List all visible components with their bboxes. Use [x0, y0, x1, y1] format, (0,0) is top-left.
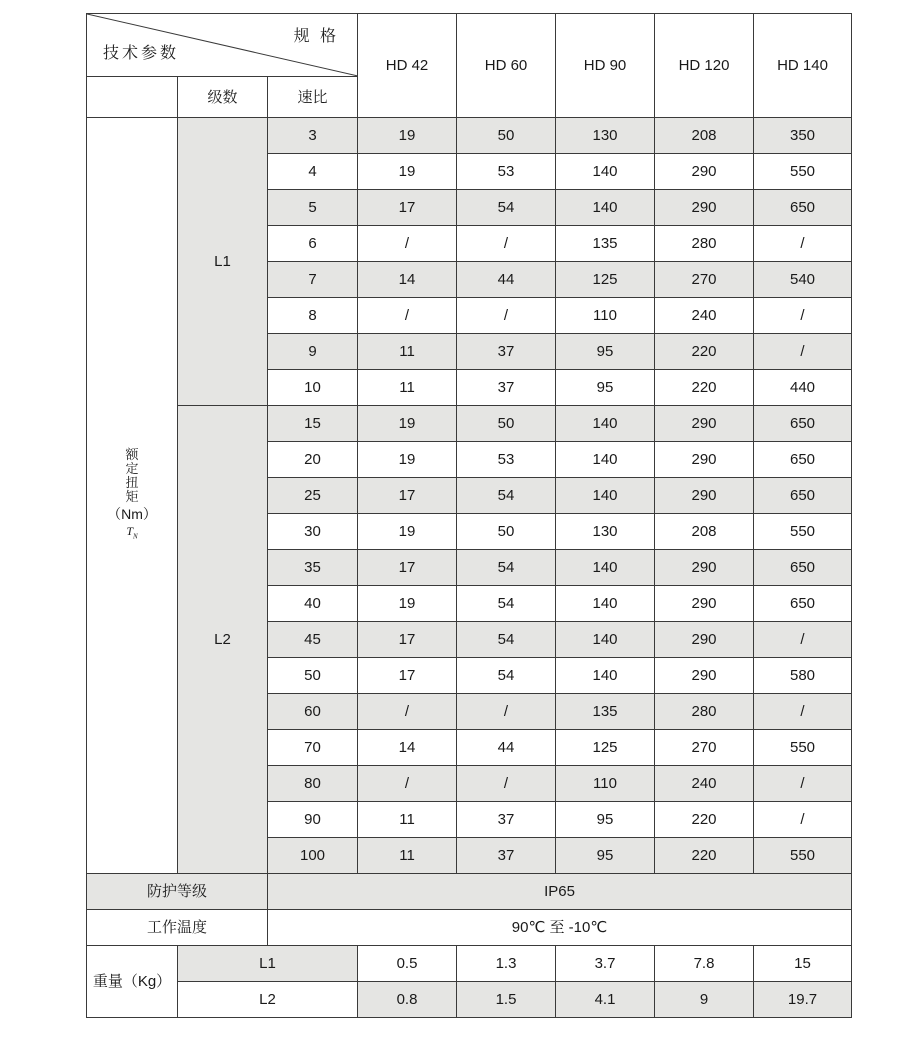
spec-label: 规 格	[293, 28, 340, 45]
torque-value-cell: 290	[655, 154, 754, 190]
torque-value-cell: 130	[556, 118, 655, 154]
torque-value-cell: 19	[358, 442, 457, 478]
torque-value-cell: 37	[457, 838, 556, 874]
torque-value-cell: 550	[754, 730, 852, 766]
torque-value-cell: 550	[754, 514, 852, 550]
torque-value-cell: 44	[457, 262, 556, 298]
torque-value-cell: 240	[655, 766, 754, 802]
torque-value-cell: 95	[556, 838, 655, 874]
torque-value-cell: 650	[754, 550, 852, 586]
empty-header-cell	[87, 77, 178, 118]
torque-value-cell: 95	[556, 802, 655, 838]
torque-value-cell: /	[754, 694, 852, 730]
model-header: HD 140	[754, 14, 852, 118]
weight-value-cell: 3.7	[556, 946, 655, 982]
ratio-cell: 70	[268, 730, 358, 766]
torque-value-cell: 290	[655, 550, 754, 586]
torque-value-cell: /	[754, 802, 852, 838]
torque-label-char: 矩	[125, 488, 139, 504]
ratio-cell: 9	[268, 334, 358, 370]
ratio-cell: 10	[268, 370, 358, 406]
ratio-cell: 7	[268, 262, 358, 298]
torque-value-cell: 17	[358, 622, 457, 658]
table-row	[87, 118, 852, 154]
torque-value-cell: 19	[358, 406, 457, 442]
ratio-cell: 5	[268, 190, 358, 226]
torque-value-cell: 650	[754, 442, 852, 478]
torque-value-cell: 650	[754, 478, 852, 514]
header-corner-cell	[87, 14, 358, 77]
model-header: HD 42	[358, 14, 457, 118]
torque-value-cell: 140	[556, 550, 655, 586]
torque-value-cell: 290	[655, 406, 754, 442]
torque-value-cell: 290	[655, 586, 754, 622]
torque-value-cell: 220	[655, 334, 754, 370]
torque-value-cell: /	[457, 298, 556, 334]
torque-value-cell: /	[754, 622, 852, 658]
torque-value-cell: 270	[655, 730, 754, 766]
torque-label-char: 扭	[125, 474, 139, 490]
torque-value-cell: 37	[457, 334, 556, 370]
ratio-cell: 3	[268, 118, 358, 154]
stage-column-header: 级数	[178, 77, 268, 118]
temperature-label: 工作温度	[87, 910, 268, 946]
weight-value-cell: 7.8	[655, 946, 754, 982]
torque-symbol	[87, 524, 177, 543]
torque-value-cell: 135	[556, 694, 655, 730]
torque-value-cell: 11	[358, 334, 457, 370]
torque-value-cell: 140	[556, 442, 655, 478]
torque-value-cell: 14	[358, 262, 457, 298]
torque-value-cell: /	[358, 298, 457, 334]
torque-value-cell: 11	[358, 370, 457, 406]
torque-value-cell: 550	[754, 838, 852, 874]
torque-symbol-sub: N	[133, 532, 138, 541]
torque-value-cell: /	[754, 766, 852, 802]
ratio-cell: 35	[268, 550, 358, 586]
torque-value-cell: 290	[655, 478, 754, 514]
weight-value-cell: 0.8	[358, 982, 457, 1018]
torque-value-cell: /	[754, 334, 852, 370]
torque-value-cell: 350	[754, 118, 852, 154]
torque-value-cell: 11	[358, 802, 457, 838]
ratio-cell: 45	[268, 622, 358, 658]
weight-value-cell: 1.3	[457, 946, 556, 982]
torque-value-cell: 37	[457, 802, 556, 838]
torque-value-cell: 19	[358, 586, 457, 622]
torque-value-cell: 650	[754, 406, 852, 442]
torque-symbol-base: T	[126, 523, 133, 538]
torque-value-cell: 240	[655, 298, 754, 334]
torque-value-cell: 140	[556, 406, 655, 442]
torque-value-cell: 220	[655, 838, 754, 874]
ratio-cell: 15	[268, 406, 358, 442]
torque-value-cell: 19	[358, 154, 457, 190]
torque-value-cell: /	[358, 766, 457, 802]
torque-value-cell: 14	[358, 730, 457, 766]
torque-value-cell: 280	[655, 694, 754, 730]
torque-label-char: 定	[125, 460, 139, 476]
ratio-cell: 8	[268, 298, 358, 334]
torque-value-cell: 135	[556, 226, 655, 262]
protection-row	[87, 874, 852, 910]
temperature-value: 90℃ 至 -10℃	[268, 910, 852, 946]
torque-value-cell: 580	[754, 658, 852, 694]
ratio-cell: 50	[268, 658, 358, 694]
ratio-cell: 40	[268, 586, 358, 622]
weight-value-cell: 4.1	[556, 982, 655, 1018]
torque-value-cell: /	[457, 226, 556, 262]
protection-value: IP65	[268, 874, 852, 910]
torque-value-cell: 19	[358, 514, 457, 550]
weight-value-cell: 0.5	[358, 946, 457, 982]
weight-value-cell: 19.7	[754, 982, 852, 1018]
torque-value-cell: 110	[556, 766, 655, 802]
torque-value-cell: 130	[556, 514, 655, 550]
torque-value-cell: 280	[655, 226, 754, 262]
torque-value-cell: 140	[556, 478, 655, 514]
torque-value-cell: 17	[358, 658, 457, 694]
torque-value-cell: /	[358, 226, 457, 262]
model-header: HD 90	[556, 14, 655, 118]
torque-value-cell: 17	[358, 550, 457, 586]
ratio-cell: 90	[268, 802, 358, 838]
torque-value-cell: 270	[655, 262, 754, 298]
rated-torque-label	[87, 118, 178, 874]
torque-value-cell: 140	[556, 154, 655, 190]
torque-value-cell: 95	[556, 334, 655, 370]
torque-unit: （Nm）	[107, 505, 157, 522]
torque-value-cell: 550	[754, 154, 852, 190]
weight-stage-cell: L2	[178, 982, 358, 1018]
torque-value-cell: 290	[655, 190, 754, 226]
torque-value-cell: /	[457, 694, 556, 730]
torque-value-cell: 290	[655, 442, 754, 478]
torque-value-cell: 125	[556, 262, 655, 298]
torque-value-cell: 140	[556, 622, 655, 658]
torque-value-cell: /	[457, 766, 556, 802]
torque-value-cell: 37	[457, 370, 556, 406]
torque-value-cell: 110	[556, 298, 655, 334]
torque-value-cell: 17	[358, 478, 457, 514]
torque-value-cell: /	[358, 694, 457, 730]
rated-torque-label-text	[87, 448, 177, 543]
torque-value-cell: 44	[457, 730, 556, 766]
torque-value-cell: 54	[457, 586, 556, 622]
spec-table	[86, 13, 852, 1018]
torque-value-cell: 54	[457, 190, 556, 226]
torque-value-cell: 140	[556, 190, 655, 226]
weight-label: 重量（Kg）	[87, 946, 178, 1018]
torque-value-cell: 650	[754, 190, 852, 226]
torque-value-cell: /	[754, 226, 852, 262]
torque-value-cell: 650	[754, 586, 852, 622]
torque-value-cell: 50	[457, 406, 556, 442]
stage-cell: L1	[178, 118, 268, 406]
torque-label-char: 额	[125, 446, 139, 462]
ratio-cell: 20	[268, 442, 358, 478]
torque-value-cell: 11	[358, 838, 457, 874]
torque-value-cell: 53	[457, 154, 556, 190]
ratio-cell: 4	[268, 154, 358, 190]
torque-value-cell: 290	[655, 622, 754, 658]
torque-value-cell: 140	[556, 658, 655, 694]
torque-value-cell: 95	[556, 370, 655, 406]
torque-value-cell: 125	[556, 730, 655, 766]
torque-value-cell: 540	[754, 262, 852, 298]
ratio-cell: 25	[268, 478, 358, 514]
stage-cell: L2	[178, 406, 268, 874]
torque-value-cell: 140	[556, 586, 655, 622]
torque-value-cell: 208	[655, 118, 754, 154]
ratio-column-header: 速比	[268, 77, 358, 118]
torque-value-cell: 53	[457, 442, 556, 478]
param-label: 技术参数	[103, 45, 180, 62]
torque-value-cell: /	[754, 298, 852, 334]
model-header: HD 60	[457, 14, 556, 118]
model-header: HD 120	[655, 14, 754, 118]
weight-row	[87, 946, 852, 982]
torque-value-cell: 220	[655, 802, 754, 838]
torque-value-cell: 290	[655, 658, 754, 694]
torque-value-cell: 54	[457, 478, 556, 514]
torque-value-cell: 220	[655, 370, 754, 406]
weight-value-cell: 1.5	[457, 982, 556, 1018]
torque-value-cell: 17	[358, 190, 457, 226]
weight-value-cell: 9	[655, 982, 754, 1018]
torque-value-cell: 50	[457, 514, 556, 550]
torque-value-cell: 50	[457, 118, 556, 154]
torque-value-cell: 54	[457, 550, 556, 586]
torque-value-cell: 54	[457, 622, 556, 658]
protection-label: 防护等级	[87, 874, 268, 910]
weight-stage-cell: L1	[178, 946, 358, 982]
ratio-cell: 6	[268, 226, 358, 262]
ratio-cell: 30	[268, 514, 358, 550]
weight-value-cell: 15	[754, 946, 852, 982]
torque-value-cell: 208	[655, 514, 754, 550]
ratio-cell: 100	[268, 838, 358, 874]
torque-value-cell: 19	[358, 118, 457, 154]
table-row	[87, 406, 852, 442]
weight-row	[87, 982, 852, 1018]
torque-value-cell: 54	[457, 658, 556, 694]
torque-value-cell: 440	[754, 370, 852, 406]
ratio-cell: 80	[268, 766, 358, 802]
ratio-cell: 60	[268, 694, 358, 730]
temperature-row	[87, 910, 852, 946]
